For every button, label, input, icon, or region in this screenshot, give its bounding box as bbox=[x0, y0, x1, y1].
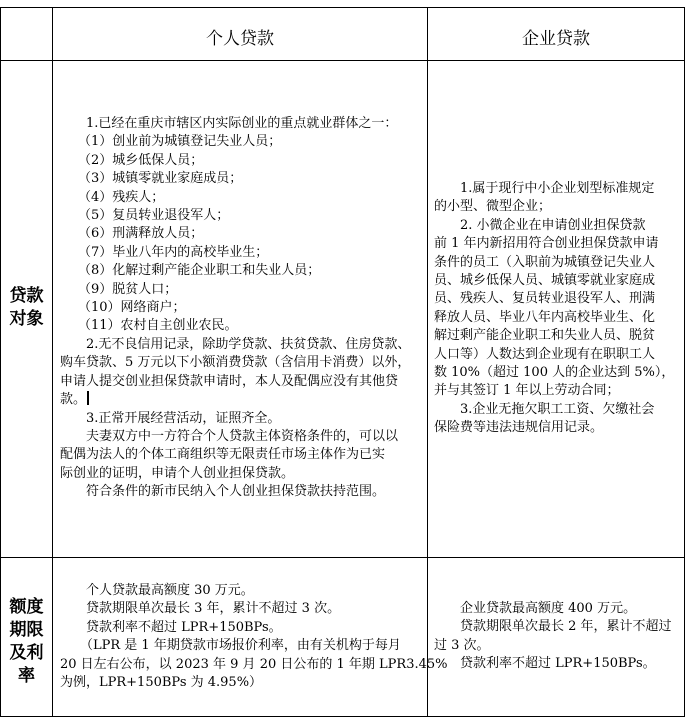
text-line: 申请人提交创业担保贷款申请时，本人及配偶应没有其他贷 bbox=[60, 373, 399, 389]
text-line: 贷款利率不超过 LPR+150BPs。 bbox=[86, 619, 282, 635]
table-top-border bbox=[0, 7, 685, 8]
text-line: （11）农村自主创业农民。 bbox=[78, 318, 238, 334]
row-label-limit-term-rate bbox=[1, 596, 52, 688]
row-label-line: 率 bbox=[18, 666, 35, 686]
text-line: 解过剩产能企业职工和失业人员、脱贫 bbox=[434, 328, 656, 344]
text-line: 1.属于现行中小企业划型标准规定 bbox=[460, 181, 655, 196]
text-line: （4）残疾人； bbox=[78, 189, 165, 205]
header-bottom-border bbox=[0, 60, 685, 61]
text-line: 3.企业无拖欠职工工资、欠缴社会 bbox=[460, 401, 655, 417]
text-line: 员、城乡低保人员、城镇零就业家庭成 bbox=[434, 273, 656, 289]
text-line: 1.已经在重庆市辖区内实际创业的重点就业群体之一： bbox=[86, 116, 398, 131]
text-line: 过 3 次。 bbox=[434, 637, 490, 653]
text-span: 款。 bbox=[60, 392, 87, 408]
row-label-line: 及利 bbox=[9, 643, 44, 663]
text-line: （1）创业前为城镇登记失业人员； bbox=[78, 134, 282, 150]
text-line: 并与其签订 1 年以上劳动合同； bbox=[434, 383, 620, 399]
text-line: 20 日左右公布，以 2023 年 9 月 20 日公布的 1 年期 LPR3.45% bbox=[60, 656, 448, 672]
text-line: 配偶为法人的个体工商组织等无限责任市场主体作为已实 bbox=[60, 447, 386, 463]
text-line: 贷款期限单次最长 2 年，累计不超过 bbox=[460, 619, 672, 635]
table-right-border bbox=[684, 7, 685, 717]
text-line: 员、残疾人、复员转业退役军人、刑满 bbox=[434, 291, 656, 307]
text-line: （8）化解过剩产能企业职工和失业人员； bbox=[78, 263, 321, 279]
text-line: 2.无不良信用记录，除助学贷款、扶贫贷款、住房贷款、 bbox=[86, 336, 411, 352]
header-enterprise-loan: 企业贷款 bbox=[522, 29, 590, 49]
row-label-line: 额度 bbox=[9, 597, 44, 617]
text-line: （6）刑满释放人员； bbox=[78, 226, 204, 242]
row-label-line: 贷款 bbox=[9, 286, 44, 306]
text-line bbox=[60, 391, 410, 409]
text-line: 条件的员工（入职前为城镇登记失业人 bbox=[434, 254, 656, 270]
header-personal-loan: 个人贷款 bbox=[206, 29, 274, 49]
label-column-divider bbox=[52, 7, 53, 717]
text-line: 夫妻双方中一方符合个人贷款主体资格条件的，可以以 bbox=[86, 428, 399, 444]
text-line: 贷款期限单次最长 3 年，累计不超过 3 次。 bbox=[86, 601, 341, 617]
text-line: 数 10%（超过 100 人的企业达到 5%）， bbox=[434, 365, 675, 381]
text-line: （9）脱贫人口； bbox=[78, 281, 178, 297]
row-label-line: 对象 bbox=[9, 309, 44, 329]
text-line: 人口等）人数达到企业现有在职职工人 bbox=[434, 346, 656, 362]
enterprise-loan-target-text bbox=[434, 180, 674, 438]
row-label-loan-target bbox=[1, 285, 52, 331]
text-line: 2. 小微企业在申请创业担保贷款 bbox=[460, 217, 646, 233]
text-line: 3.正常开展经营活动，证照齐全。 bbox=[86, 410, 281, 426]
text-line: 符合条件的新市民纳入个人创业担保贷款扶持范围。 bbox=[86, 484, 386, 500]
text-line: 际创业的证明，申请个人创业担保贷款。 bbox=[60, 465, 295, 481]
text-line: 为例，LPR+150BPs 为 4.95%） bbox=[60, 675, 263, 691]
text-cursor-mark bbox=[87, 391, 89, 405]
text-line: （7）毕业八年内的高校毕业生； bbox=[78, 244, 269, 260]
text-line: 个人贷款最高额度 30 万元。 bbox=[86, 583, 254, 598]
text-line: 购车贷款、5 万元以下小额消费贷款（含信用卡消费）以外， bbox=[60, 355, 411, 371]
text-line: （5）复员转业退役军人； bbox=[78, 208, 230, 224]
row-label-line: 期限 bbox=[9, 620, 44, 640]
personal-loan-limit-text bbox=[60, 582, 448, 692]
text-line: 释放人员、毕业八年内高校毕业生、化 bbox=[434, 309, 656, 325]
text-line: 贷款利率不超过 LPR+150BPs。 bbox=[460, 656, 656, 672]
row-divider bbox=[0, 557, 685, 558]
text-line: 的小型、微型企业； bbox=[434, 199, 552, 215]
text-line: （2）城乡低保人员； bbox=[78, 152, 204, 168]
text-line: （LPR 是 1 年期贷款市场报价利率，由有关机构于每月 bbox=[80, 638, 401, 654]
table-bottom-border bbox=[0, 716, 685, 717]
personal-loan-target-text bbox=[60, 115, 410, 502]
text-line: （10）网络商户； bbox=[78, 300, 186, 316]
enterprise-loan-limit-text bbox=[434, 600, 672, 674]
text-line: 企业贷款最高额度 400 万元。 bbox=[460, 601, 637, 616]
text-line: 前 1 年内新招用符合创业担保贷款申请 bbox=[434, 236, 659, 252]
text-line: 保险费等违法违规信用记录。 bbox=[434, 420, 604, 436]
text-line: （3）城镇零就业家庭成员； bbox=[78, 171, 243, 187]
